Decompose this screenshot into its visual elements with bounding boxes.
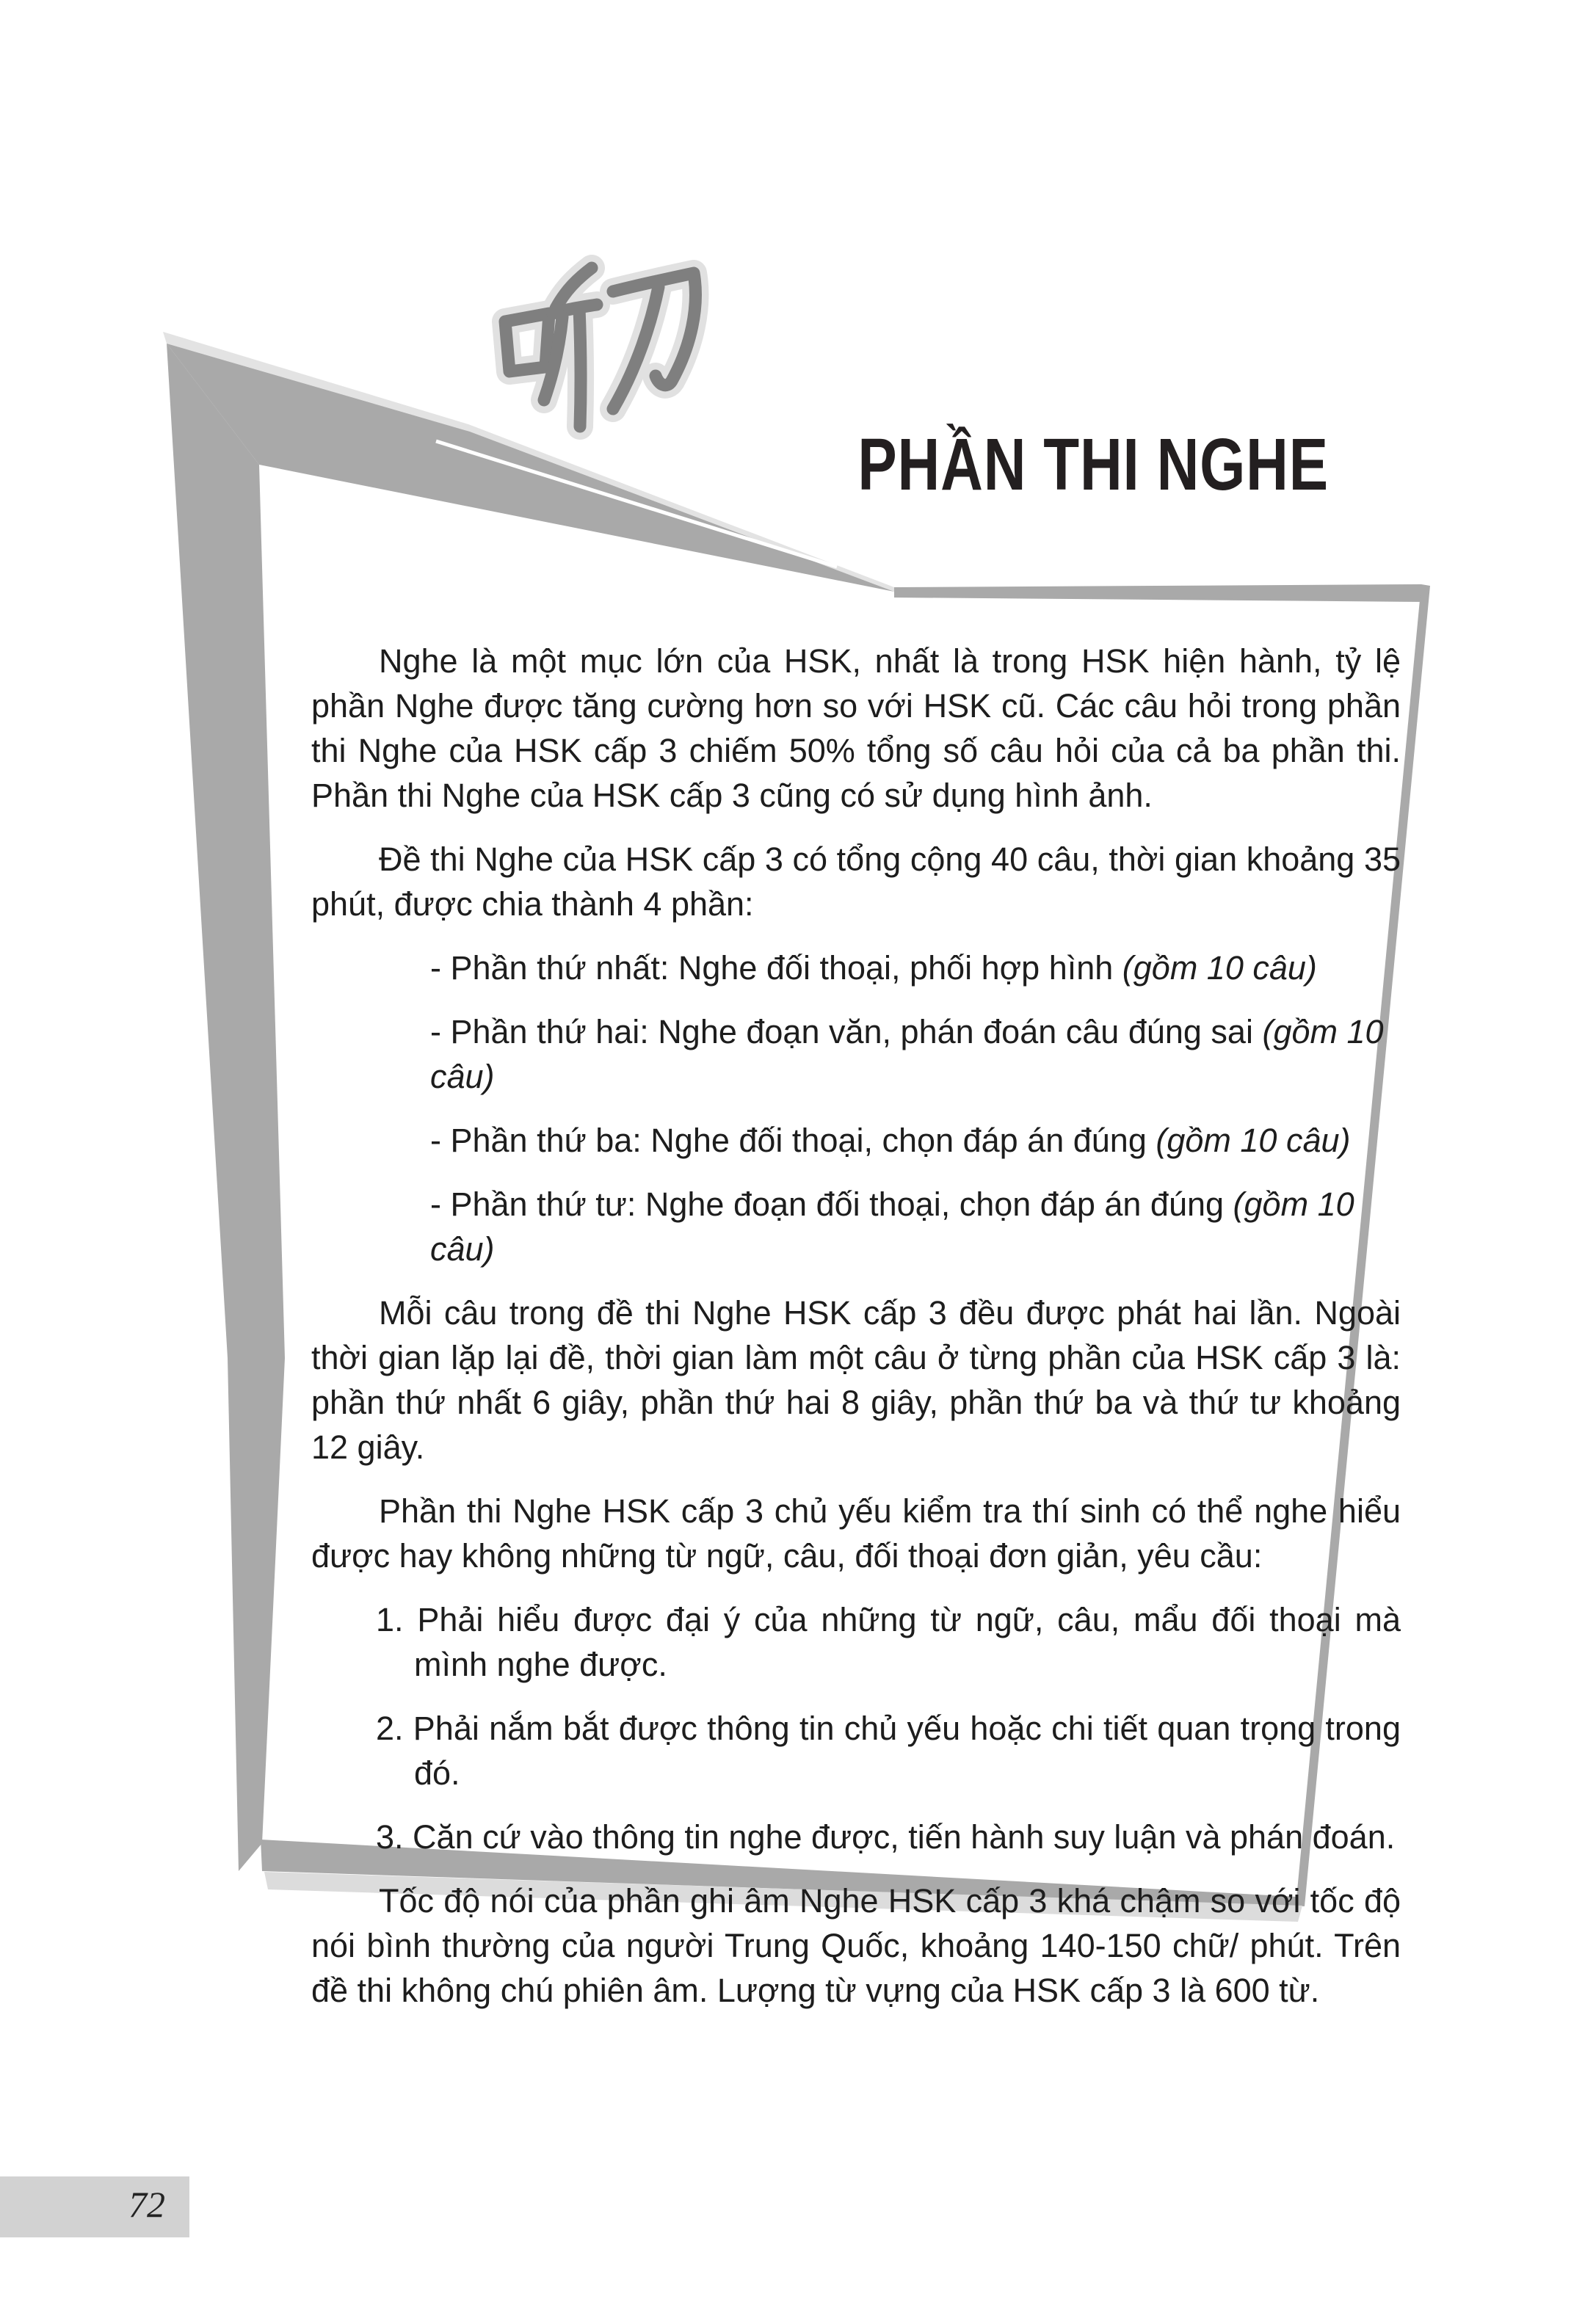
part-text: - Phần thứ hai: Nghe đoạn văn, phán đoán câu đúng sai — [430, 1013, 1263, 1050]
part-text: - Phần thứ ba: Nghe đối thoại, chọn đáp án đúng — [430, 1122, 1156, 1159]
requirement-number: 1. — [376, 1601, 418, 1638]
part-note: (gồm 10 câu) — [1122, 949, 1317, 987]
body-paragraph-4: Phần thi Nghe HSK cấp 3 chủ yếu kiểm tra thí sinh có thể nghe hiểu được hay không những từ ngữ, câu, đối thoại đơn giản, yêu cầu: — [311, 1492, 1401, 1575]
section-title: PHẦN THI NGHE — [857, 424, 1329, 506]
frame-left-band — [167, 344, 285, 1871]
requirement-item-3 — [311, 1815, 1401, 1859]
listening-part-item-2 — [311, 1009, 1401, 1099]
body-paragraph-2: Đề thi Nghe của HSK cấp 3 có tổng cộng 40 câu, thời gian khoảng 35 phút, được chia thành 4 phần: — [311, 840, 1401, 923]
body-paragraph-5: Tốc độ nói của phần ghi âm Nghe HSK cấp 3 khá chậm so với tốc độ nói bình thường của người Trung Quốc, khoảng 140-150 chữ/ phút. Trên đề thi không chú phiên âm. Lượng từ vựng của HSK cấp 3 là 600 từ. — [311, 1882, 1401, 2009]
body-paragraph-1: Nghe là một mục lớn của HSK, nhất là trong HSK hiện hành, tỷ lệ phần Nghe được tăng cường hơn so với HSK cũ. Các câu hỏi trong phần thi Nghe của HSK cấp 3 chiếm 50% tổng số câu hỏi của cả ba phần thi. Phần thi Nghe của HSK cấp 3 cũng có sử dụng hình ảnh. — [311, 642, 1401, 814]
requirement-text: Căn cứ vào thông tin nghe được, tiến hành suy luận và phán đoán. — [413, 1818, 1396, 1856]
requirement-item-1 — [311, 1597, 1401, 1687]
part-text: - Phần thứ nhất: Nghe đối thoại, phối hợp hình — [430, 949, 1122, 987]
chinese-calligraphy-outline — [505, 268, 695, 426]
part-text: - Phần thứ tư: Nghe đoạn đối thoại, chọn đáp án đúng — [430, 1185, 1233, 1223]
requirement-number: 2. — [376, 1710, 413, 1747]
requirement-number: 3. — [376, 1818, 413, 1856]
listening-part-item-3 — [311, 1118, 1401, 1163]
body-content — [311, 639, 1401, 2032]
part-note: (gồm 10 câu) — [430, 1013, 1384, 1095]
frame-top-strip — [894, 584, 1425, 602]
requirement-text: Phải nắm bắt được thông tin chủ yếu hoặc chi tiết quan trọng trong đó. — [413, 1710, 1401, 1792]
requirement-item-2 — [311, 1706, 1401, 1795]
body-paragraph-3: Mỗi câu trong đề thi Nghe HSK cấp 3 đều được phát hai lần. Ngoài thời gian lặp lại đề, thời gian làm một câu ở từng phần của HSK cấp 3 là: phần thứ nhất 6 giây, phần thứ hai 8 giây, phần thứ ba và thứ tư khoảng 12 giây. — [311, 1294, 1401, 1466]
part-note: (gồm 10 câu) — [1156, 1122, 1351, 1159]
requirement-text: Phải hiểu được đại ý của những từ ngữ, câu, mẩu đối thoại mà mình nghe được. — [414, 1601, 1401, 1683]
part-note: (gồm 10 câu) — [430, 1185, 1354, 1268]
listening-part-item-4 — [311, 1182, 1401, 1271]
listening-part-item-1 — [311, 945, 1401, 990]
page-number: 72 — [128, 2184, 165, 2225]
